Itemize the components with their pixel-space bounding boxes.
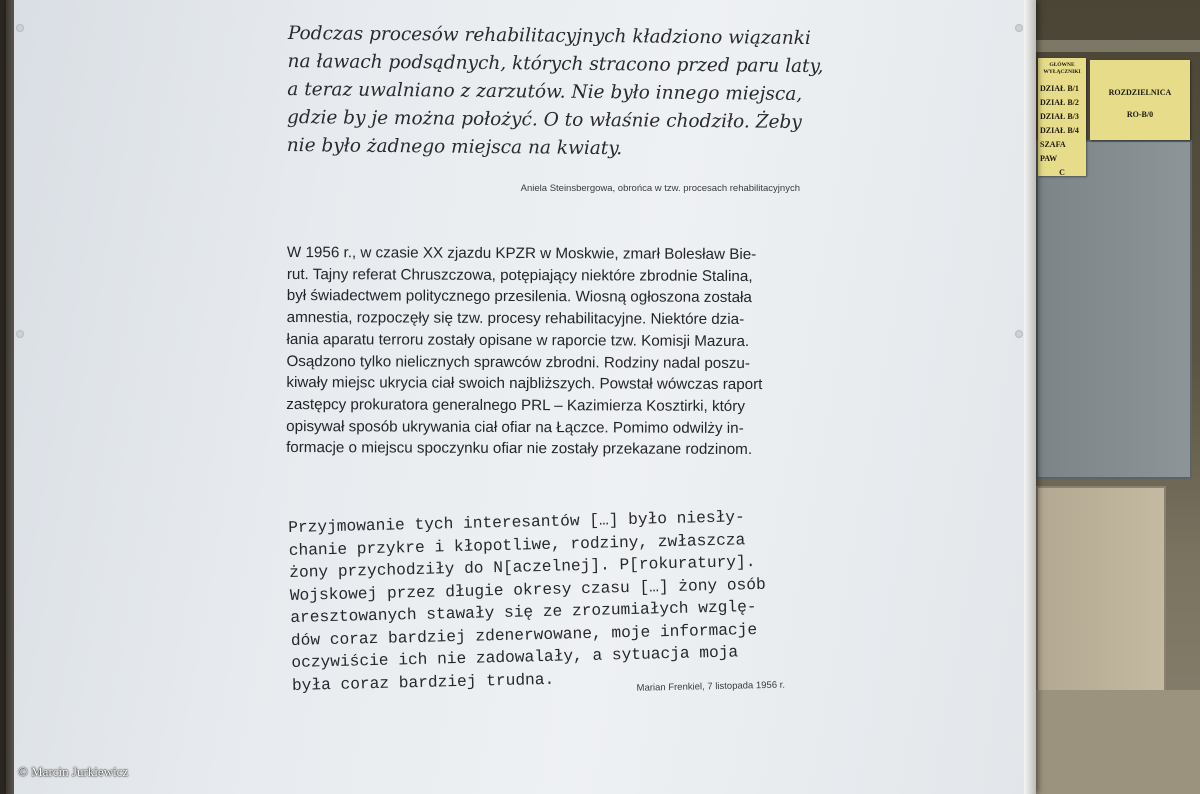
- lower-wall: [1036, 690, 1200, 794]
- paragraph-line: W 1956 r., w czasie XX zjazdu KPZR w Moskwie, zmarł Bolesław Bie-: [286, 243, 757, 264]
- cabinet-label-line: DZIAŁ B/4: [1040, 126, 1079, 135]
- paragraph-line: Osądzono tylko nielicznych sprawców zbrodni. Rodziny nadal poszu-: [286, 352, 750, 372]
- quote-steinsbergowa: [286, 20, 824, 165]
- panel-frame: [6, 0, 14, 794]
- typewriter-line: żony przychodziły do N[aczelnej]. P[rokuratury].: [289, 553, 756, 582]
- typewriter-line: oczywiście ich nie zadowalały, a sytuacja moja: [291, 643, 739, 672]
- typewriter-line: była coraz bardziej trudna.: [291, 670, 555, 695]
- paragraph-line: łania aparatu terroru zostały opisane w raporcie tzw. Komisji Mazura.: [286, 330, 750, 350]
- photographer-watermark: © Marcin Jurkiewicz: [18, 764, 129, 779]
- screw-icon: [16, 24, 24, 32]
- typewriter-line: Wojskowej przez długie okresy czasu […] żony osób: [289, 575, 766, 605]
- cabinet-label-title: ROZDZIELNICA: [1108, 88, 1172, 97]
- paragraph-line: zastępcy prokuratora generalnego PRL – Kazimierza Kosztirki, który: [286, 395, 745, 415]
- quote-attribution: Aniela Steinsbergowa, obrońca w tzw. procesach rehabilitacyjnych: [520, 183, 800, 194]
- panel-edge: [1024, 0, 1036, 794]
- screw-icon: [1015, 24, 1023, 32]
- paragraph-line: opisywał sposób ukrywania ciał ofiar na Łączce. Pomimo odwilży in-: [286, 417, 744, 437]
- quote-line: nie było żadnego miejsca na kwiaty.: [286, 134, 623, 160]
- quote-attribution: Marian Frenkiel, 7 listopada 1956 r.: [636, 679, 786, 694]
- cabinet-top-trim: [1036, 40, 1200, 52]
- typewriter-line: Przyjmowanie tych interesantów […] było niesły-: [288, 508, 745, 537]
- paragraph-line: był świadectwem politycznego przesilenia. Wiosną ogłoszona została: [286, 287, 752, 307]
- cabinet-label-line: C: [1059, 168, 1065, 177]
- typewriter-line: aresztowanych stawały się ze zrozumiałych wzglę-: [290, 597, 757, 627]
- paragraph-line: amnestia, rozpoczęły się tzw. procesy rehabilitacyjne. Niektóre dzia-: [286, 309, 745, 329]
- quote-line: na ławach podsądnych, których stracono przed paru laty,: [287, 50, 824, 78]
- cabinet-label-line: DZIAŁ B/2: [1040, 98, 1079, 107]
- quote-line: gdzie by je można położyć. O to właśnie chodziło. Żeby: [286, 106, 802, 133]
- paragraph-line: kiwały miejsc ukrycia ciał swoich najbliższych. Powstał wówczas raport: [286, 374, 763, 394]
- quote-frenkiel: [288, 505, 812, 697]
- cabinet-label-distribution: [1090, 60, 1190, 140]
- typewriter-line: dów coraz bardziej zdenerwowane, moje informacje: [290, 620, 758, 650]
- screw-icon: [1015, 330, 1023, 338]
- lower-cabinet-door: [1036, 486, 1166, 694]
- typewriter-line: chanie przykre i kłopotliwe, rodziny, zwłaszcza: [288, 530, 746, 560]
- cabinet-label-line: DZIAŁ B/3: [1040, 112, 1079, 121]
- cabinet-label-line: SZAFA PAW: [1040, 140, 1066, 163]
- quote-line: a teraz uwalniano z zarzutów. Nie było innego miejsca,: [287, 78, 803, 105]
- screw-icon: [16, 330, 24, 338]
- cabinet-label-line: DZIAŁ B/1: [1040, 84, 1079, 93]
- cabinet-label-switches: [1038, 58, 1086, 176]
- cabinet-label-code: RO-B/0: [1126, 110, 1154, 119]
- electrical-cabinet-door: [1036, 140, 1192, 479]
- paragraph-line: formacje o miejscu spoczynku ofiar nie zostały przekazane rodzinom.: [286, 439, 753, 459]
- quote-line: Podczas procesów rehabilitacyjnych kładziono wiązanki: [287, 22, 811, 50]
- history-paragraph: [286, 242, 807, 461]
- cabinet-label-header: GŁÓWNE WYŁĄCZNIKI: [1043, 62, 1081, 75]
- paragraph-line: rut. Tajny referat Chruszczowa, potępiający niektóre zbrodnie Stalina,: [286, 265, 753, 285]
